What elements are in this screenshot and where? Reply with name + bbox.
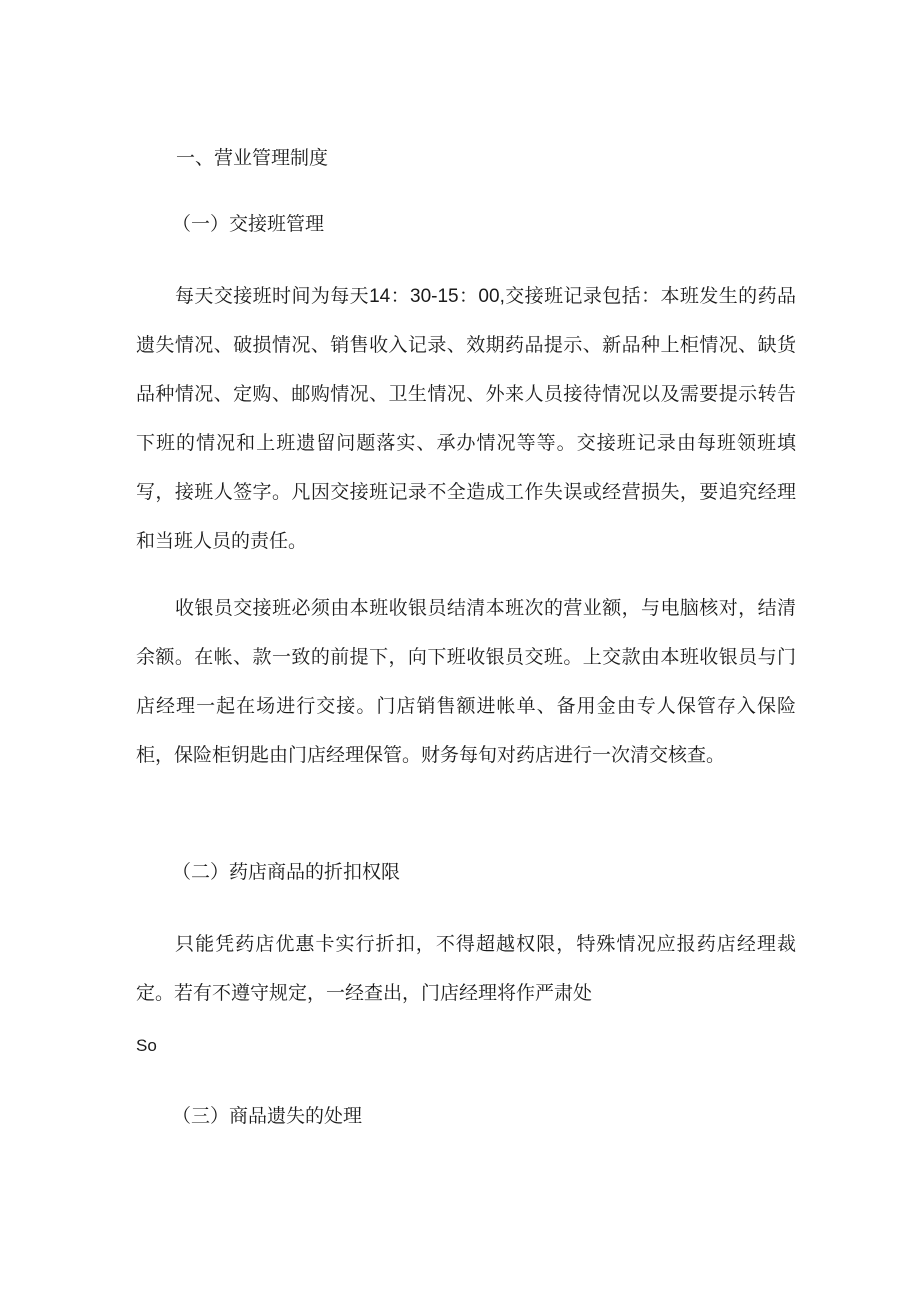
handover-paragraph-2: 收银员交接班必须由本班收银员结清本班次的营业额，与电脑核对，结清余额。在帐、款一致的前提下，向下班收银员交班。上交款由本班收银员与门店经理一起在场进行交接。门店销售额进帐单、备用金由专人保管存入保险柜，保险柜钥匙由门店经理保管。财务每旬对药店进行一次清交核查。 (136, 597, 796, 766)
discount-paragraph: 只能凭药店优惠卡实行折扣，不得超越权限，特殊情况应报药店经理裁定。若有不遵守规定，一经查出，门店经理将作严肃处 (136, 933, 796, 1004)
subsection-title-discount: （二）药店商品的折扣权限 (172, 861, 401, 883)
stray-text-fragment: So (136, 1036, 157, 1055)
subsection-title-handover: （一）交接班管理 (172, 213, 325, 235)
section-title: 一、营业管理制度 (176, 147, 329, 169)
handover-time-prefix: 每天交接班时间为每天 (175, 285, 370, 307)
subsection-title-loss: （三）商品遗失的处理 (172, 1105, 363, 1127)
handover-paragraph-1 (136, 272, 796, 566)
handover-paragraph-1-body: 交接班记录包括：本班发生的药品遗失情况、破损情况、销售收入记录、效期药品提示、新品种上柜情况、缺货品种情况、定购、邮购情况、卫生情况、外来人员接待情况以及需要提示转告下班的情况和上班遗留问题落实、承办情况等等。交接班记录由每班领班填写，接班人签字。凡因交接班记录不全造成工作失误或经营损失，要追究经理和当班人员的责任。 (136, 285, 796, 552)
handover-time-range: 14：30-15：00, (369, 286, 505, 307)
